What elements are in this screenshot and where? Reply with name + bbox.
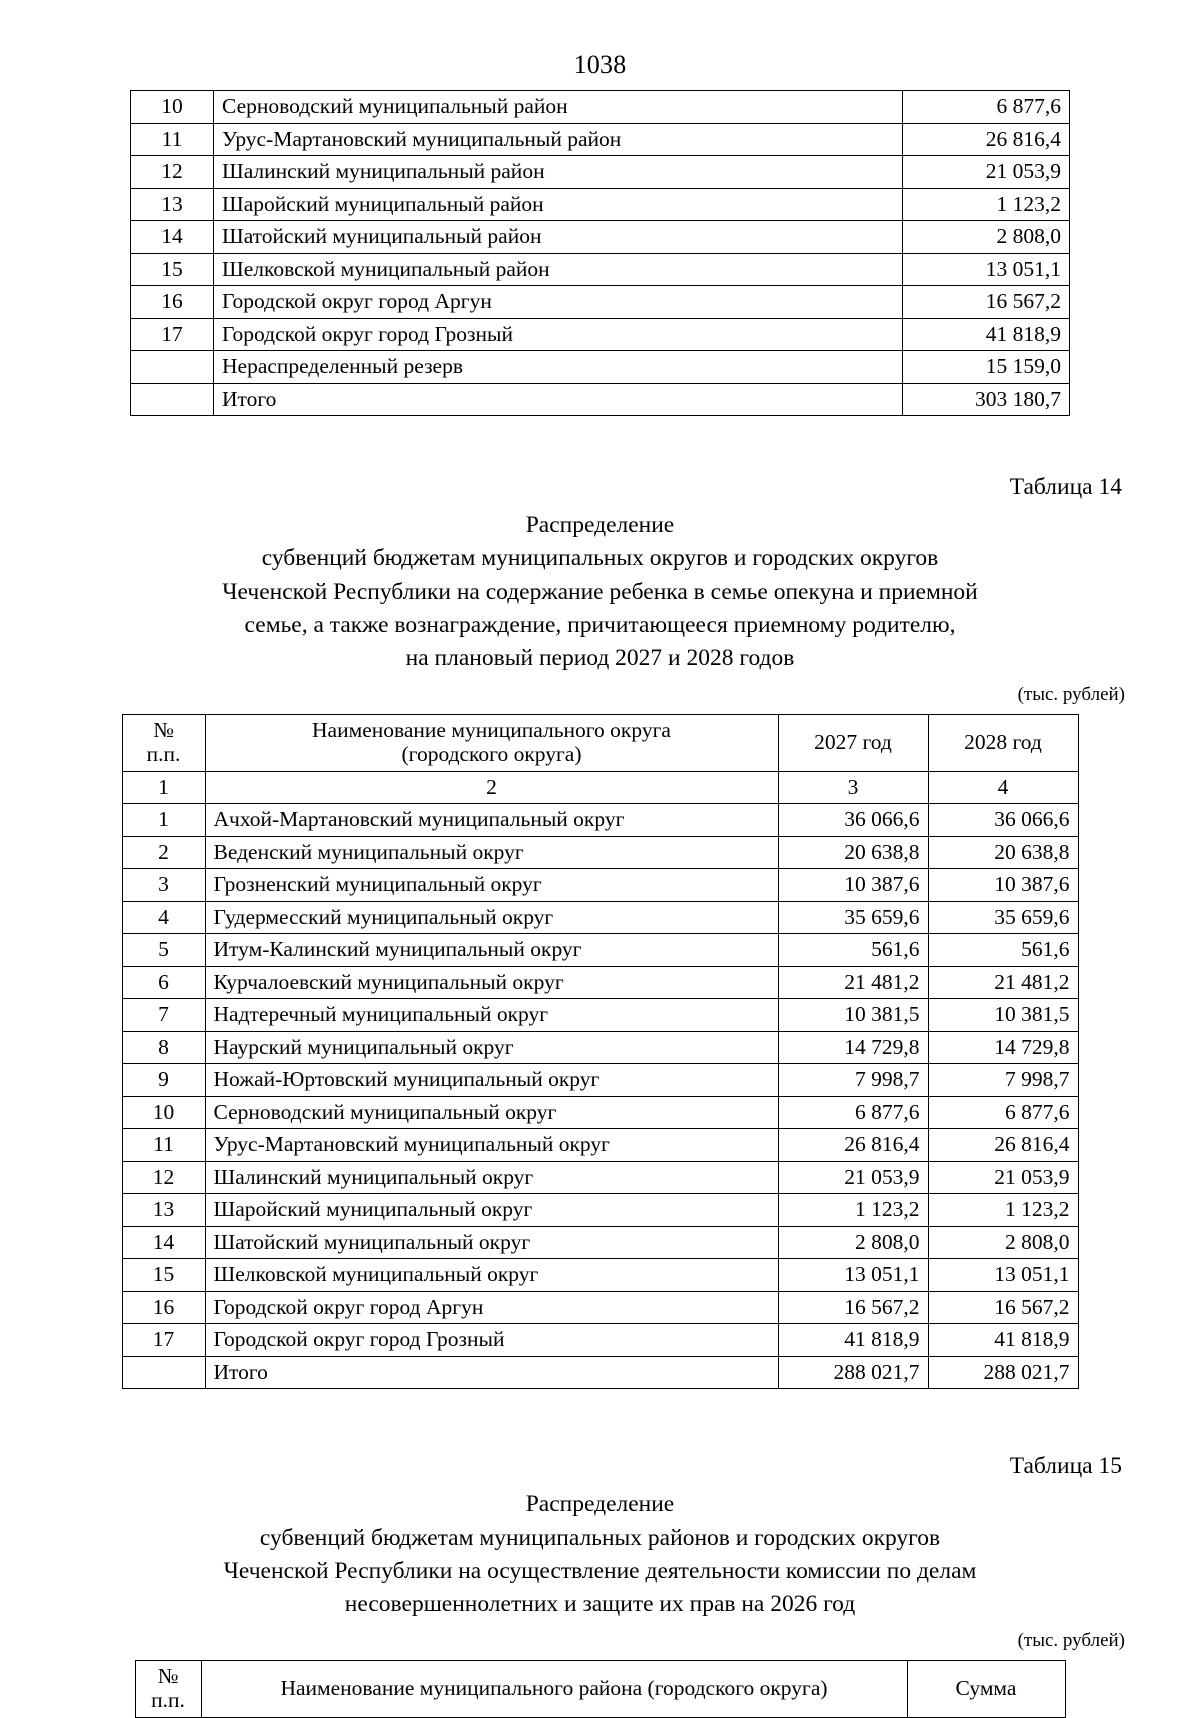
row-value-2028: 21 481,2 (928, 966, 1078, 999)
table-14-label: Таблица 14 (1009, 474, 1122, 500)
row-value-2027: 288 021,7 (778, 1356, 928, 1389)
row-name: Шаройский муниципальный район (214, 188, 903, 221)
row-value: 21 053,9 (903, 156, 1070, 189)
table-row (131, 156, 1070, 189)
row-number: 9 (122, 1064, 205, 1097)
row-number (131, 351, 214, 384)
table-row (122, 1291, 1078, 1324)
row-name: Курчалоевский муниципальный округ (205, 966, 778, 999)
row-value-2028: 561,6 (928, 934, 1078, 967)
table-15 (135, 1660, 1066, 1718)
row-name: Наурский муниципальный округ (205, 1031, 778, 1064)
table-14 (122, 714, 1079, 1390)
table-14-head (122, 714, 1078, 804)
numbering-1: 1 (122, 771, 205, 804)
table-row-reserve (131, 351, 1070, 384)
row-value-2028: 41 818,9 (928, 1324, 1078, 1357)
row-value-2028: 20 638,8 (928, 836, 1078, 869)
column-header-name: Наименование муниципального района (городского округа) (201, 1660, 907, 1717)
row-number: 13 (131, 188, 214, 221)
row-name: Шелковской муниципальный округ (205, 1259, 778, 1292)
table-row (131, 91, 1070, 124)
table-row (122, 1226, 1078, 1259)
row-value-2028: 1 123,2 (928, 1194, 1078, 1227)
table-row-total (122, 1356, 1078, 1389)
row-number: 12 (131, 156, 214, 189)
table-row (122, 1259, 1078, 1292)
row-value-2028: 288 021,7 (928, 1356, 1078, 1389)
table-row (122, 966, 1078, 999)
row-name: Итум-Калинский муниципальный округ (205, 934, 778, 967)
row-value: 26 816,4 (903, 123, 1070, 156)
row-value-2028: 7 998,7 (928, 1064, 1078, 1097)
header-name-line2: (городского округа) (401, 742, 582, 767)
numbering-3: 3 (778, 771, 928, 804)
table-numbering-row (122, 771, 1078, 804)
header-number-line2: п.п. (146, 742, 181, 767)
title-line-1: Распределение (525, 1491, 675, 1518)
column-header-number (122, 714, 205, 771)
title-line-2: субвенций бюджетам муниципальных районов и городских округов (259, 1524, 941, 1551)
row-name: Шатойский муниципальный район (214, 221, 903, 254)
row-value: 41 818,9 (903, 318, 1070, 351)
row-number: 7 (122, 999, 205, 1032)
row-value-2027: 14 729,8 (778, 1031, 928, 1064)
row-name: Нераспределенный резерв (214, 351, 903, 384)
row-name: Шатойский муниципальный округ (205, 1226, 778, 1259)
table-row (122, 836, 1078, 869)
row-number: 3 (122, 869, 205, 902)
row-number: 11 (131, 123, 214, 156)
row-value-2027: 41 818,9 (778, 1324, 928, 1357)
row-value-2027: 561,6 (778, 934, 928, 967)
table-row (131, 253, 1070, 286)
table-14-title (0, 509, 1200, 676)
row-value-2027: 21 053,9 (778, 1161, 928, 1194)
table-15-units: (тыс. рублей) (1017, 1629, 1125, 1651)
row-number: 16 (131, 286, 214, 319)
row-name: Урус-Мартановский муниципальный округ (205, 1129, 778, 1162)
row-value-2028: 13 051,1 (928, 1259, 1078, 1292)
row-name: Ачхой-Мартановский муниципальный округ (205, 804, 778, 837)
column-header-sum: Сумма (907, 1660, 1065, 1717)
row-value: 1 123,2 (903, 188, 1070, 221)
table-15-label: Таблица 15 (1009, 1453, 1122, 1480)
row-value-2028: 35 659,6 (928, 901, 1078, 934)
row-name: Шелковской муниципальный район (214, 253, 903, 286)
table-15-title (0, 1488, 1200, 1621)
row-name: Урус-Мартановский муниципальный район (214, 123, 903, 156)
numbering-4: 4 (928, 771, 1078, 804)
title-line-2: субвенций бюджетам муниципальных округов и городских округов (261, 545, 939, 572)
row-value-2027: 16 567,2 (778, 1291, 928, 1324)
row-number: 10 (122, 1096, 205, 1129)
row-number: 4 (122, 901, 205, 934)
table-row-total (131, 383, 1070, 416)
table-row (122, 1096, 1078, 1129)
table-row (131, 318, 1070, 351)
row-number: 15 (122, 1259, 205, 1292)
row-name: Городской округ город Аргун (214, 286, 903, 319)
row-name: Гудермесский муниципальный округ (205, 901, 778, 934)
row-number: 12 (122, 1161, 205, 1194)
column-header-2027: 2027 год (778, 714, 928, 771)
column-header-name (205, 714, 778, 771)
row-value: 13 051,1 (903, 253, 1070, 286)
row-value-2027: 6 877,6 (778, 1096, 928, 1129)
row-value-2028: 21 053,9 (928, 1161, 1078, 1194)
row-value: 15 159,0 (903, 351, 1070, 384)
header-name-line1: Наименование муниципального округа (312, 717, 671, 742)
row-value: 6 877,6 (903, 91, 1070, 124)
row-name: Городской округ город Грозный (214, 318, 903, 351)
row-name: Ножай-Юртовский муниципальный округ (205, 1064, 778, 1097)
row-number: 15 (131, 253, 214, 286)
row-number: 14 (131, 221, 214, 254)
row-value: 16 567,2 (903, 286, 1070, 319)
table-row (131, 221, 1070, 254)
row-number: 17 (131, 318, 214, 351)
row-name: Серноводский муниципальный район (214, 91, 903, 124)
row-number: 2 (122, 836, 205, 869)
header-number-line2: п.п. (151, 1688, 185, 1713)
row-number: 17 (122, 1324, 205, 1357)
table-row (122, 1324, 1078, 1357)
row-value-2028: 10 387,6 (928, 869, 1078, 902)
table-row (122, 1064, 1078, 1097)
row-value-2027: 10 387,6 (778, 869, 928, 902)
table-15-head (135, 1660, 1065, 1717)
row-name: Шаройский муниципальный округ (205, 1194, 778, 1227)
row-name: Городской округ город Аргун (205, 1291, 778, 1324)
row-value-2027: 10 381,5 (778, 999, 928, 1032)
table-header-row (135, 1660, 1065, 1717)
row-number: 13 (122, 1194, 205, 1227)
table-row (131, 188, 1070, 221)
row-number (122, 1356, 205, 1389)
row-value-2028: 26 816,4 (928, 1129, 1078, 1162)
row-value-2028: 10 381,5 (928, 999, 1078, 1032)
header-number-line1: № (157, 1663, 179, 1688)
table-row (122, 1031, 1078, 1064)
row-number (131, 383, 214, 416)
row-value-2028: 16 567,2 (928, 1291, 1078, 1324)
row-name: Грозненский муниципальный округ (205, 869, 778, 902)
row-number: 11 (122, 1129, 205, 1162)
title-line-5: на плановый период 2027 и 2028 годов (405, 645, 795, 672)
row-name: Итого (205, 1356, 778, 1389)
page-number: 1038 (573, 50, 627, 79)
row-value-2027: 2 808,0 (778, 1226, 928, 1259)
row-value-2028: 36 066,6 (928, 804, 1078, 837)
row-number: 16 (122, 1291, 205, 1324)
row-value-2028: 6 877,6 (928, 1096, 1078, 1129)
table-row (131, 123, 1070, 156)
row-value: 2 808,0 (903, 221, 1070, 254)
row-number: 8 (122, 1031, 205, 1064)
column-header-number (135, 1660, 201, 1717)
table-14-units: (тыс. рублей) (1017, 683, 1125, 705)
row-number: 10 (131, 91, 214, 124)
row-number: 6 (122, 966, 205, 999)
header-number-line1: № (153, 717, 174, 742)
row-name: Шалинский муниципальный район (214, 156, 903, 189)
row-name: Городской округ город Грозный (205, 1324, 778, 1357)
table-row (122, 999, 1078, 1032)
row-value: 303 180,7 (903, 383, 1070, 416)
table-row (122, 901, 1078, 934)
row-name: Шалинский муниципальный округ (205, 1161, 778, 1194)
numbering-2: 2 (205, 771, 778, 804)
table-row (122, 1194, 1078, 1227)
row-name: Надтеречный муниципальный округ (205, 999, 778, 1032)
row-value-2027: 36 066,6 (778, 804, 928, 837)
row-number: 5 (122, 934, 205, 967)
table-row (122, 869, 1078, 902)
title-line-4: несовершеннолетних и защите их прав на 2026 год (344, 1591, 856, 1618)
table-row (122, 804, 1078, 837)
row-value-2027: 21 481,2 (778, 966, 928, 999)
title-line-4: семье, а также вознаграждение, причитающееся приемному родителю, (244, 612, 956, 639)
row-value-2027: 20 638,8 (778, 836, 928, 869)
row-value-2027: 1 123,2 (778, 1194, 928, 1227)
table-row (131, 286, 1070, 319)
row-value-2027: 35 659,6 (778, 901, 928, 934)
row-value-2027: 26 816,4 (778, 1129, 928, 1162)
table-13-body (131, 91, 1070, 416)
row-number: 14 (122, 1226, 205, 1259)
column-header-2028: 2028 год (928, 714, 1078, 771)
table-14-body (122, 804, 1078, 1389)
table-13-continued (130, 90, 1070, 416)
row-value-2027: 7 998,7 (778, 1064, 928, 1097)
row-value-2028: 2 808,0 (928, 1226, 1078, 1259)
table-row (122, 934, 1078, 967)
row-number: 1 (122, 804, 205, 837)
title-line-3: Чеченской Республики на осуществление деятельности комиссии по делам (223, 1558, 977, 1585)
table-row (122, 1161, 1078, 1194)
table-row (122, 1129, 1078, 1162)
row-name: Серноводский муниципальный округ (205, 1096, 778, 1129)
row-value-2028: 14 729,8 (928, 1031, 1078, 1064)
row-name: Итого (214, 383, 903, 416)
row-value-2027: 13 051,1 (778, 1259, 928, 1292)
row-name: Веденский муниципальный округ (205, 836, 778, 869)
table-header-row (122, 714, 1078, 771)
title-line-1: Распределение (525, 512, 675, 538)
title-line-3: Чеченской Республики на содержание ребенка в семье опекуна и приемной (222, 578, 978, 605)
